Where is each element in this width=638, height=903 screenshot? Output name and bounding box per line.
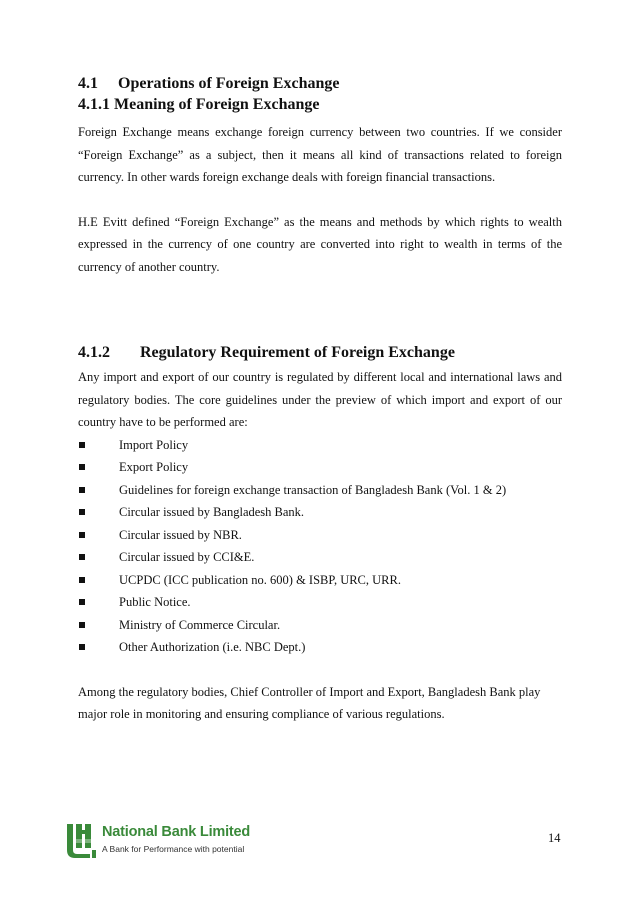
bank-tagline: A Bank for Performance with potential — [102, 844, 245, 854]
paragraph-evitt-definition: H.E Evitt defined “Foreign Exchange” as the means and methods by which rights to wealth expressed in the currency of one country are converted into right to wealth in terms of the currency of another country. — [78, 214, 562, 274]
bullet-square-icon — [79, 532, 85, 538]
bullet-square-icon — [79, 577, 85, 583]
page-number: 14 — [548, 831, 561, 845]
list-item — [78, 524, 562, 547]
paragraph-meaning: Foreign Exchange means exchange foreign currency between two countries. If we consider “Foreign Exchange” as a subject, then it means all kind of transactions related to foreign currency. In other wards foreign exchange deals with foreign financial transactions. — [78, 125, 562, 184]
section-number: 4.1 — [78, 75, 98, 92]
list-item-text: UCPDC (ICC publication no. 600) & ISBP, URC, URR. — [119, 572, 401, 587]
list-item-text: Import Policy — [119, 437, 189, 452]
list-item — [78, 614, 562, 637]
list-item — [78, 479, 562, 502]
bullet-square-icon — [79, 622, 85, 628]
bullet-square-icon — [79, 509, 85, 515]
list-item-text: Other Authorization (i.e. NBC Dept.) — [119, 640, 306, 654]
list-item-text: Public Notice. — [119, 595, 191, 609]
bank-emblem-icon — [64, 820, 98, 860]
list-item — [78, 569, 562, 592]
list-item — [78, 591, 562, 614]
section-title: Operations of Foreign Exchange — [118, 75, 340, 92]
list-item — [78, 636, 562, 659]
list-item — [78, 434, 562, 457]
bullet-square-icon — [79, 487, 85, 493]
section-heading — [78, 73, 562, 94]
list-item — [78, 456, 562, 479]
regulation-list — [78, 434, 562, 659]
list-item-text: Ministry of Commerce Circular. — [119, 617, 281, 632]
bank-logo — [64, 818, 264, 864]
subsection-number: 4.1.2 — [78, 344, 110, 361]
bullet-square-icon — [79, 442, 85, 448]
bullet-square-icon — [79, 464, 85, 470]
subsection-title: Regulatory Requirement of Foreign Exchange — [140, 344, 455, 361]
paragraph-regulatory-intro: Any import and export of our country is regulated by different local and international laws and regulatory bodies. The core guidelines under the preview of which import and export of our country have to be performed are: — [78, 370, 562, 429]
list-item-text: Guidelines for foreign exchange transaction of Bangladesh Bank (Vol. 1 & 2) — [119, 482, 507, 497]
list-item-text: Circular issued by NBR. — [119, 527, 242, 542]
bank-name: National Bank Limited — [102, 824, 251, 840]
bullet-square-icon — [79, 554, 85, 560]
list-item-text: Export Policy — [119, 460, 189, 474]
subsection-heading-regulatory — [78, 342, 562, 363]
bullet-square-icon — [79, 599, 85, 605]
list-item-text: Circular issued by CCI&E. — [119, 550, 255, 564]
paragraph-closing: Among the regulatory bodies, Chief Controller of Import and Export, Bangladesh Bank play major role in monitoring and ensuring compliance of various regulations. — [78, 684, 541, 721]
list-item-text: Circular issued by Bangladesh Bank. — [119, 505, 305, 519]
list-item — [78, 546, 562, 569]
bullet-square-icon — [79, 644, 85, 650]
page-content — [78, 73, 562, 726]
list-item — [78, 501, 562, 524]
subsection-heading-meaning: 4.1.1 Meaning of Foreign Exchange — [78, 96, 320, 113]
